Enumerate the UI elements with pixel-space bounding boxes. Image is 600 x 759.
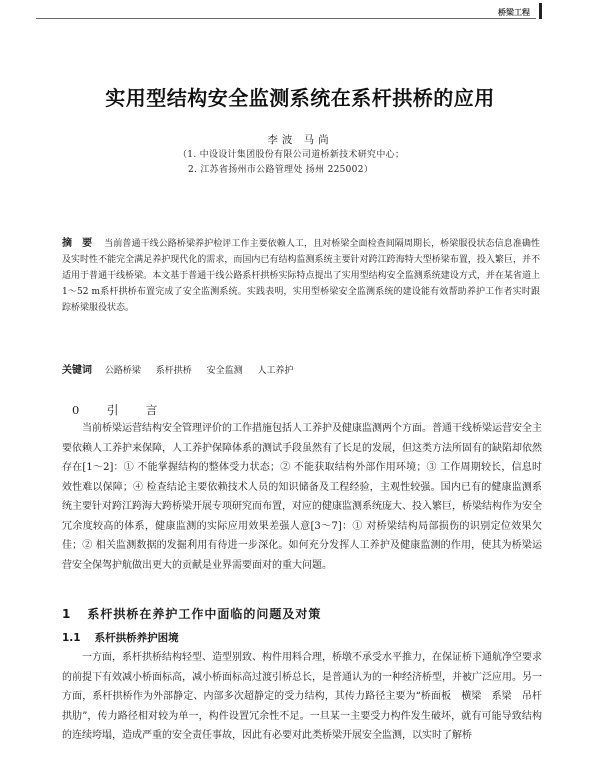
article-authors: 李波 马尚 — [267, 134, 333, 146]
abstract — [62, 236, 540, 316]
keyword: 安全监测 — [206, 366, 243, 376]
intro-heading: 0 引 言 — [72, 403, 166, 417]
keyword: 公路桥梁 — [104, 366, 141, 376]
abstract-label: 摘 要 — [62, 238, 93, 249]
article-title: 实用型结构安全监测系统在系杆拱桥的应用 — [105, 86, 495, 110]
header-rule — [36, 18, 536, 19]
keyword: 系杆拱桥 — [155, 366, 192, 376]
section-1-1-text: 一方面，系杆拱桥结构轻型、造型别致、构件用料合理，桥墩不承受水平推力，在保证桥下通航净空要求的前提下有效减小桥面标高，减小桥面标高过渡引桥总长，是普通认为的一种经济桥型，并被广泛应用。另一方面，系杆拱桥作为外部静定、内部多次超静定的受力结构，其传力路径主要为“桥面板 横梁 系梁 吊杆 拱肋”，传力路径相对较为单一，构件设置冗余性不足。一旦某一主要受力构件发生破坏，就有可能导致结构的连续垮塌，造成严重的安全责任事故，因此有必要对此类桥梁开展安全监测，以实时了解桥 — [62, 652, 552, 741]
intro-text: 当前桥梁运营结构安全管理评价的工作措施包括人工养护及健康监测两个方面。普通干线桥梁运营安全主要依赖人工养护来保障，人工养护保障体系的测试手段虽然有了长足的发展，但这类方法所固有的缺陷却依然存在[1～2]：① 不能掌握结构的整体受力状态；② 不能获取结构外部作用环境；③ 工作周期较长，信息时效性难以保障；④ 检查结论主要依赖技术人员的知识储备及工程经验，主观性较强。国内已有的健康监测系统主要针对跨江跨海大跨桥梁开展专项研究而布置，对应的健康监测系统庞大、投入繁巨，桥梁结构作为安全冗余度较高的体系，健康监测的实际应用效果差强人意[3～7]：① 对桥梁结构局部损伤的识别定位效果欠佳；② 相关监测数据的发掘利用有待进一步深化。如何充分发挥人工养护及健康监测的作用，使其为桥梁运营安全保驾护航做出更大的贡献是业界需要面对的重大问题。 — [62, 423, 542, 571]
keyword: 人工养护 — [257, 366, 294, 376]
section-1-1-title: 系杆拱桥养护困境 — [94, 632, 179, 644]
affiliation-2: 2. 江苏省扬州市公路管理处 扬州 225002） — [188, 165, 374, 175]
abstract-text: 当前普通干线公路桥梁养护检评工作主要依赖人工，且对桥梁全面检查间隔周期长，桥梁服役状态信息准确性及实时性不能完全满足养护现代化的需求，而国内已有结构监测系统主要针对跨江跨海特大型桥梁布置，投入繁巨，并不适用于普通干线桥梁。本文基于普通干线公路系杆拱桥实际特点提出了实用型结构安全监测系统建设方式，并在某省道上1～52 m系杆拱桥布置完成了安全监测系统。实践表明，实用型桥梁安全监测系统的建设能有效帮助养护工作者实时跟踪桥梁服役状态。 — [62, 239, 540, 313]
header-bar — [539, 3, 542, 19]
section-1-title: 系杆拱桥在养护工作中面临的问题及对策 — [87, 607, 322, 621]
section-1-1-number: 1.1 — [62, 632, 81, 644]
section-1-1-paragraph — [62, 648, 552, 746]
affiliation-1: （1. 中设设计集团股份有限公司道桥新技术研究中心； — [178, 150, 405, 160]
intro-paragraph — [62, 419, 542, 575]
keywords — [62, 361, 306, 376]
section-1-1-heading — [62, 630, 179, 645]
section-1-number: 1 — [62, 607, 72, 621]
keywords-label: 关键词 — [62, 365, 92, 376]
section-1-heading — [62, 605, 321, 622]
running-head: 桥梁工程 — [498, 8, 530, 17]
